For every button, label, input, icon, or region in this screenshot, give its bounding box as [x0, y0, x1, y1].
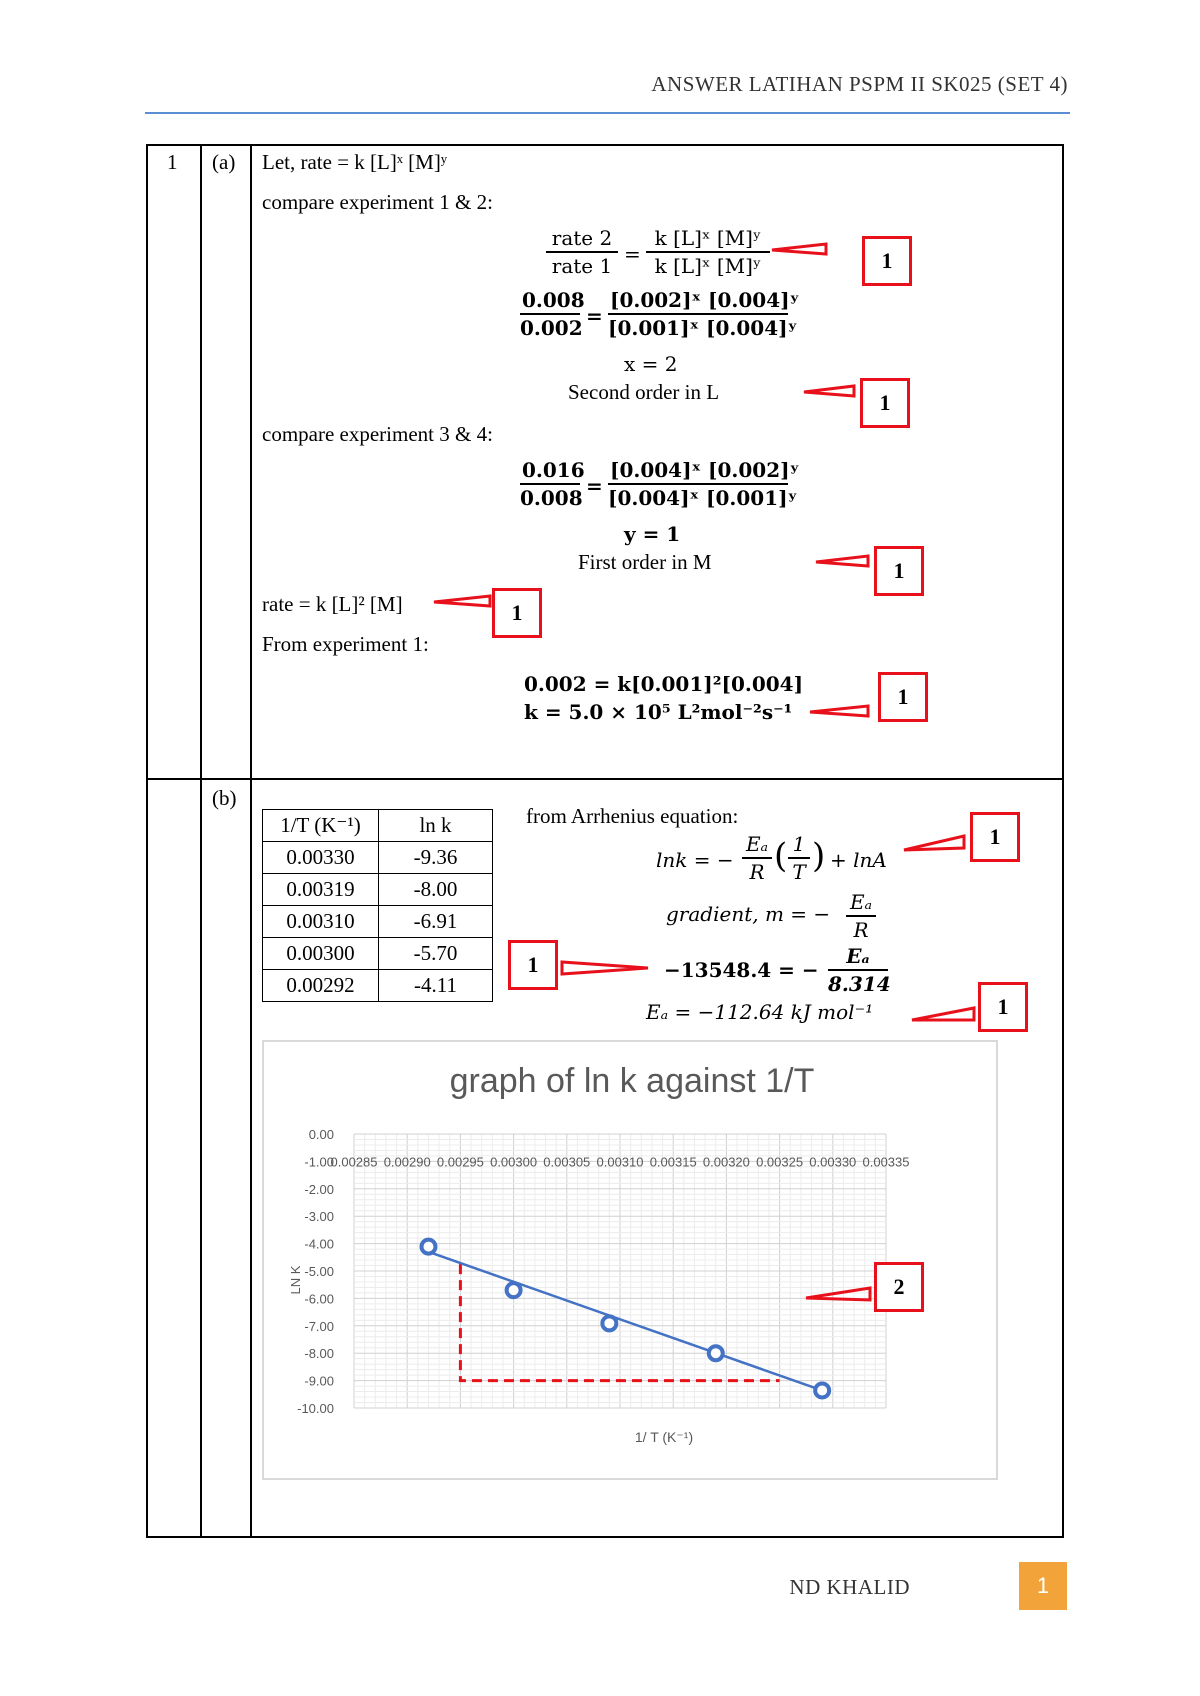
fraction-numerator: [0.004]ˣ [0.002]ʸ — [608, 458, 788, 485]
fraction-numerator: Eₐ — [846, 890, 876, 917]
x-tick-label: 0.00290 — [383, 1154, 431, 1170]
chart-title: graph of ln k against 1/T — [449, 1062, 815, 1100]
fraction-denominator: T — [792, 860, 806, 884]
activation-energy-result: Eₐ = −112.64 kJ mol⁻¹ — [646, 1000, 874, 1024]
k-value: k = 5.0 × 10⁵ L²mol⁻²s⁻¹ — [524, 700, 793, 724]
order-in-M: First order in M — [578, 550, 712, 574]
mark-box: 1 — [970, 812, 1020, 862]
fraction-denominator: R — [749, 860, 765, 884]
table-row — [263, 842, 493, 874]
mark-box: 1 — [860, 378, 910, 428]
x-tick-label: 0.00335 — [862, 1154, 910, 1170]
rate-expression: Let, rate = k [L]ˣ [M]ʸ — [262, 150, 448, 174]
column-divider — [200, 146, 202, 1536]
fraction-numerator: 1 — [788, 832, 810, 859]
table-row — [263, 906, 493, 938]
fraction-denominator: [0.001]ˣ [0.004]ʸ — [608, 316, 798, 340]
data-point — [421, 1240, 435, 1254]
mark-box: 1 — [978, 982, 1028, 1032]
y-result: y = 1 — [624, 522, 681, 546]
from-experiment-1-label: From experiment 1: — [262, 632, 429, 656]
arrhenius-rhs: + lnA — [830, 848, 887, 872]
table-cell: 0.00319 — [263, 874, 379, 906]
table-cell: -9.36 — [379, 842, 493, 874]
table-cell: 0.00330 — [263, 842, 379, 874]
table-cell: -8.00 — [379, 874, 493, 906]
table-cell: 0.00310 — [263, 906, 379, 938]
y-tick-label: -9.00 — [304, 1373, 334, 1389]
mark-box: 1 — [874, 546, 924, 596]
chart-y-axis-label: LN K — [288, 1265, 303, 1295]
question-number: 1 — [167, 150, 178, 174]
y-tick-label: -7.00 — [304, 1318, 334, 1334]
page-number-badge: 1 — [1019, 1562, 1067, 1610]
y-tick-label: -10.00 — [297, 1401, 334, 1416]
fraction-denominator: R — [853, 918, 869, 942]
header-divider — [145, 112, 1070, 114]
compare-1-2-label: compare experiment 1 & 2: — [262, 190, 493, 214]
k-equation: 0.002 = k[0.001]²[0.004] — [524, 672, 804, 696]
x-tick-label: 0.00310 — [596, 1154, 644, 1170]
gradient-value-lhs: −13548.4 = − — [664, 958, 819, 982]
fraction-numerator: rate 2 — [546, 226, 618, 253]
mark-box: 2 — [874, 1262, 924, 1312]
table-header-cell: ln k — [379, 810, 493, 842]
y-tick-label: -1.00 — [304, 1154, 334, 1170]
mark-box: 1 — [862, 236, 912, 286]
fraction-denominator: 0.002 — [520, 316, 583, 340]
data-point — [815, 1383, 829, 1397]
x-tick-label: 0.00325 — [756, 1154, 804, 1170]
gradient-lhs: gradient, m = − — [666, 902, 831, 926]
row-divider — [148, 778, 1062, 780]
compare-3-4-label: compare experiment 3 & 4: — [262, 422, 493, 446]
fraction-numerator: k [L]ˣ [M]ʸ — [646, 226, 770, 253]
x-tick-label: 0.00300 — [490, 1154, 538, 1170]
fraction-denominator: 0.008 — [520, 486, 583, 510]
table-cell: 0.00292 — [263, 970, 379, 1002]
x-tick-label: 0.00320 — [702, 1154, 750, 1170]
y-tick-label: 0.00 — [308, 1127, 334, 1142]
part-b-label: (b) — [212, 786, 237, 810]
x-tick-label: 0.00330 — [809, 1154, 857, 1170]
fraction-denominator: [0.004]ˣ [0.001]ʸ — [608, 486, 798, 510]
x-tick-label: 0.00285 — [330, 1154, 378, 1170]
mark-box: 1 — [508, 940, 558, 990]
table-header-cell: 1/T (K⁻¹) — [263, 810, 379, 842]
data-table — [262, 809, 493, 1002]
page-header-title: ANSWER LATIHAN PSPM II SK025 (SET 4) — [651, 72, 1068, 96]
table-row — [263, 938, 493, 970]
y-tick-label: -8.00 — [304, 1346, 334, 1362]
fraction-denominator: rate 1 — [551, 254, 613, 278]
data-point — [709, 1346, 723, 1360]
footer-author: ND KHALID — [789, 1575, 910, 1599]
order-in-L: Second order in L — [568, 380, 720, 404]
x-tick-label: 0.00315 — [649, 1154, 697, 1170]
column-divider — [250, 146, 252, 1536]
y-tick-label: -4.00 — [304, 1236, 334, 1252]
fraction-numerator: Eₐ — [828, 944, 888, 971]
part-a-label: (a) — [212, 150, 236, 174]
fraction-denominator: 8.314 — [828, 972, 891, 996]
mark-box: 1 — [492, 588, 542, 638]
fraction-numerator: Eₐ — [742, 832, 772, 859]
y-tick-label: -5.00 — [304, 1264, 334, 1279]
table-cell: -4.11 — [379, 970, 493, 1002]
table-header-row — [263, 810, 493, 842]
y-tick-label: -3.00 — [304, 1209, 334, 1225]
rate-law: rate = k [L]² [M] — [262, 592, 403, 616]
x-tick-label: 0.00295 — [436, 1154, 484, 1170]
table-row — [263, 874, 493, 906]
mark-box: 1 — [878, 672, 928, 722]
table-cell: -5.70 — [379, 938, 493, 970]
arrhenius-lhs: lnk = − — [656, 848, 734, 872]
table-cell: -6.91 — [379, 906, 493, 938]
fraction-numerator: [0.002]ˣ [0.004]ʸ — [608, 288, 788, 315]
x-result: x = 2 — [624, 352, 678, 376]
y-tick-label: -2.00 — [304, 1181, 334, 1197]
fraction-numerator: 0.016 — [520, 458, 580, 485]
x-tick-label: 0.00305 — [543, 1154, 591, 1170]
data-point — [602, 1316, 616, 1330]
table-cell: 0.00300 — [263, 938, 379, 970]
fraction-numerator: 0.008 — [520, 288, 580, 315]
y-tick-label: -6.00 — [304, 1291, 334, 1307]
arrhenius-title: from Arrhenius equation: — [526, 804, 739, 828]
table-row — [263, 970, 493, 1002]
arrhenius-chart — [262, 1040, 998, 1480]
chart-x-axis-label: 1/ T (K⁻¹) — [634, 1429, 694, 1445]
data-point — [507, 1283, 521, 1297]
fraction-denominator: k [L]ˣ [M]ʸ — [654, 254, 762, 278]
